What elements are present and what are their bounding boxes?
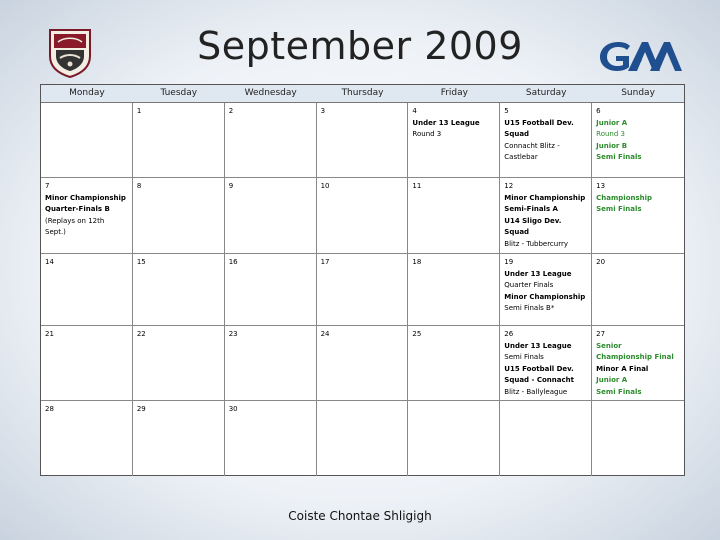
event-line: Blitz - Tubbercurry: [504, 239, 568, 248]
event-line: Castlebar: [504, 153, 538, 161]
event-line: Under 13 League: [504, 269, 572, 278]
day-number: 14: [45, 258, 54, 266]
event-line: Semi Finals: [596, 153, 642, 161]
event-line: Senior: [596, 341, 622, 350]
day-number: 1: [136, 107, 142, 115]
weekday-header-row: [41, 85, 684, 103]
event-line: Semi Finals: [504, 353, 544, 361]
event-line: Under 13 League: [504, 341, 572, 350]
event-line: Minor Championship: [504, 193, 586, 202]
day-number: 25: [412, 330, 422, 338]
day-cell: [133, 254, 225, 326]
day-number: 23: [228, 330, 238, 338]
day-number: 27: [596, 330, 606, 338]
day-number: 17: [320, 258, 330, 266]
event-line: Semi Finals: [596, 387, 642, 396]
day-cell: [317, 326, 409, 401]
day-number: 13: [596, 182, 606, 190]
day-cell: [408, 103, 500, 178]
day-number: 24: [320, 330, 330, 338]
gaa-logo: [598, 38, 684, 74]
weekday-header-sunday: Sunday: [621, 88, 655, 98]
day-number: 12: [504, 182, 514, 190]
event-line: Minor Championship: [504, 292, 586, 301]
day-cell: [592, 254, 684, 326]
event-line: Minor A Final: [596, 364, 649, 373]
day-cell: [133, 178, 225, 254]
day-cell: [408, 326, 500, 401]
day-cell: [41, 326, 133, 401]
day-cell: [408, 254, 500, 326]
day-cell: [133, 401, 225, 476]
weekday-header-friday: Friday: [440, 88, 468, 98]
day-number: 15: [136, 258, 146, 266]
day-number: 9: [228, 182, 234, 190]
day-number: 6: [596, 107, 601, 115]
day-cell: [592, 401, 684, 476]
day-cell: [225, 401, 317, 476]
event-line: U15 Football Dev.: [504, 118, 574, 127]
event-line: U15 Football Dev.: [504, 364, 574, 373]
event-line: Championship: [596, 193, 653, 202]
event-line: Squad - Connacht: [504, 376, 574, 384]
day-number: 4: [412, 107, 417, 115]
event-line: Quarter Finals: [504, 281, 554, 289]
day-cell: [500, 178, 592, 254]
day-number: 3: [320, 107, 326, 115]
day-cell: [500, 103, 592, 178]
event-line: Connacht Blitz -: [504, 141, 560, 150]
day-cell: [225, 103, 317, 178]
day-cell: [592, 103, 684, 178]
day-cell: [225, 178, 317, 254]
day-number: 20: [596, 258, 606, 266]
event-line: Junior A: [596, 376, 628, 384]
day-cell: [41, 254, 133, 326]
day-cell: [225, 326, 317, 401]
day-cell: [225, 254, 317, 326]
day-number: 26: [504, 330, 514, 338]
day-number: 19: [504, 258, 514, 266]
day-number: 16: [228, 258, 238, 266]
event-line: Squad: [504, 130, 530, 138]
day-cell: [408, 178, 500, 254]
day-cell: [41, 178, 133, 254]
weekday-header-saturday: Saturday: [525, 88, 567, 98]
day-cell: [592, 326, 684, 401]
event-line: Semi Finals: [596, 205, 642, 213]
event-line: Semi Finals B*: [504, 304, 555, 312]
day-number: 18: [412, 258, 422, 266]
day-cell: [500, 254, 592, 326]
event-line: Round 3: [596, 130, 625, 138]
event-line: Semi-Finals A: [504, 205, 558, 213]
day-number: 21: [45, 330, 54, 338]
calendar-title: September 2009: [197, 24, 523, 68]
day-number: 5: [504, 107, 509, 115]
event-line: Junior A: [596, 118, 628, 127]
day-cell: [317, 254, 409, 326]
event-line: Championship Final: [596, 353, 674, 361]
event-line: Junior B: [596, 141, 628, 150]
day-cell: [592, 178, 684, 254]
weekday-header-thursday: Thursday: [341, 88, 384, 98]
day-number: 22: [136, 330, 146, 338]
day-cell: [500, 326, 592, 401]
weekday-header-tuesday: Tuesday: [160, 88, 198, 98]
day-cell: [317, 103, 409, 178]
event-line: Squad: [504, 228, 530, 236]
event-line: Under 13 League: [412, 118, 480, 127]
footer-text: Coiste Chontae Shligigh: [288, 509, 432, 523]
calendar-grid: [41, 103, 684, 476]
day-cell: [133, 103, 225, 178]
day-cell: [133, 326, 225, 401]
day-cell: [317, 401, 409, 476]
event-line: Quarter-Finals B: [45, 205, 110, 213]
day-number: 30: [228, 405, 238, 413]
event-line: Blitz - Ballyleague: [504, 387, 568, 396]
day-number: 29: [136, 405, 146, 413]
event-line: Minor Championship: [45, 193, 126, 202]
day-cell: [500, 401, 592, 476]
calendar-table: [40, 84, 685, 476]
day-number: 10: [320, 182, 330, 190]
day-cell: [41, 103, 133, 178]
event-line: Round 3: [412, 130, 442, 138]
event-line: U14 Sligo Dev.: [504, 216, 562, 225]
day-number: 11: [412, 182, 422, 190]
day-number: 7: [45, 182, 50, 190]
day-number: 28: [45, 405, 54, 413]
event-line: Sept.): [45, 228, 66, 236]
weekday-header-monday: Monday: [69, 88, 105, 98]
event-line: (Replays on 12th: [45, 216, 105, 225]
weekday-header-wednesday: Wednesday: [244, 88, 297, 98]
day-cell: [41, 401, 133, 476]
day-number: 8: [136, 182, 142, 190]
day-number: 2: [228, 107, 234, 115]
day-cell: [408, 401, 500, 476]
day-cell: [317, 178, 409, 254]
